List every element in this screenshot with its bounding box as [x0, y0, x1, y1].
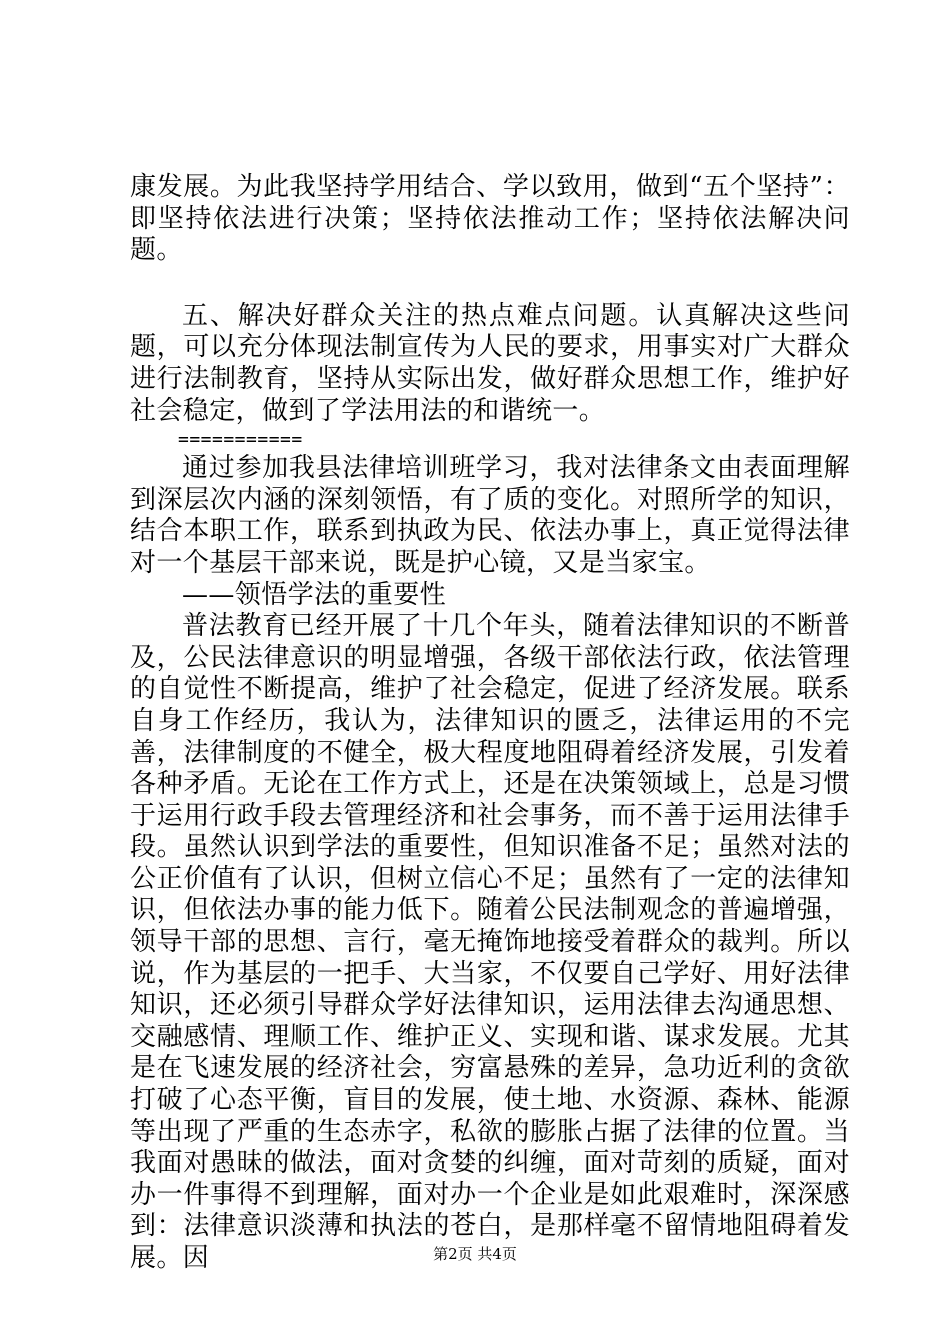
subheading: ——领悟学法的重要性 [182, 579, 447, 610]
separator-line: =========== [178, 429, 303, 451]
paragraph-gap [130, 267, 850, 301]
page-footer: 第2页 共4页 [433, 1245, 517, 1263]
document-body [130, 172, 850, 1275]
paragraph-continuation: 康发展。为此我坚持学用结合、学以致用，做到“五个坚持”：即坚持依法进行决策；坚持依法推动工作；坚持依法解决问题。 [130, 172, 850, 266]
paragraph-intro: 通过参加我县法律培训班学习，我对法律条文由表面理解到深层次内涵的深刻领悟，有了质的变化。对照所学的知识，结合本职工作，联系到执政为民、依法办事上，真正觉得法律对一个基层干部来说，既是护心镜，又是当家宝。 [130, 453, 850, 578]
paragraph-main: 普法教育已经开展了十几个年头，随着法律知识的不断普及，公民法律意识的明显增强，各级干部依法行政，依法管理的自觉性不断提高，维护了社会稳定，促进了经济发展。联系自身工作经历，我认为，法律知识的匮乏，法律运用的不完善，法律制度的不健全，极大程度地阻碍着经济发展，引发着各种矛盾。无论在工作方式上，还是在决策领域上，总是习惯于运用行政手段去管理经济和社会事务，而不善于运用法律手段。虽然认识到学法的重要性，但知识准备不足；虽然对法的公正价值有了认识，但树立信心不足；虽然有了一定的法律知识，但依法办事的能力低下。随着公民法制观念的普遍增强，领导干部的思想、言行，毫无掩饰地接受着群众的裁判。所以说，作为基层的一把手、大当家，不仅要自己学好、用好法律知识，还必须引导群众学好法律知识，运用法律去沟通思想、交融感情、理顺工作、维护正义、实现和谐、谋求发展。尤其是在飞速发展的经济社会，穷富悬殊的差异，急功近利的贪欲打破了心态平衡，盲目的发展，使土地、水资源、森林、能源等出现了严重的生态赤字，私欲的膨胀占据了法律的位置。当我面对愚昧的做法，面对贪婪的纠缠，面对苛刻的质疑，面对办一件事得不到理解，面对办一个企业是如此艰难时，深深感到：法律意识淡薄和执法的苍白，是那样毫不留情地阻碍着发展。因 [130, 611, 850, 1273]
paragraph-section-five: 五、解决好群众关注的热点难点问题。认真解决这些问题，可以充分体现法制宣传为人民的要求，用事实对广大群众进行法制教育，坚持从实际出发，做好群众思想工作，维护好社会稳定，做到了学法用法的和谐统一。 [130, 300, 850, 426]
